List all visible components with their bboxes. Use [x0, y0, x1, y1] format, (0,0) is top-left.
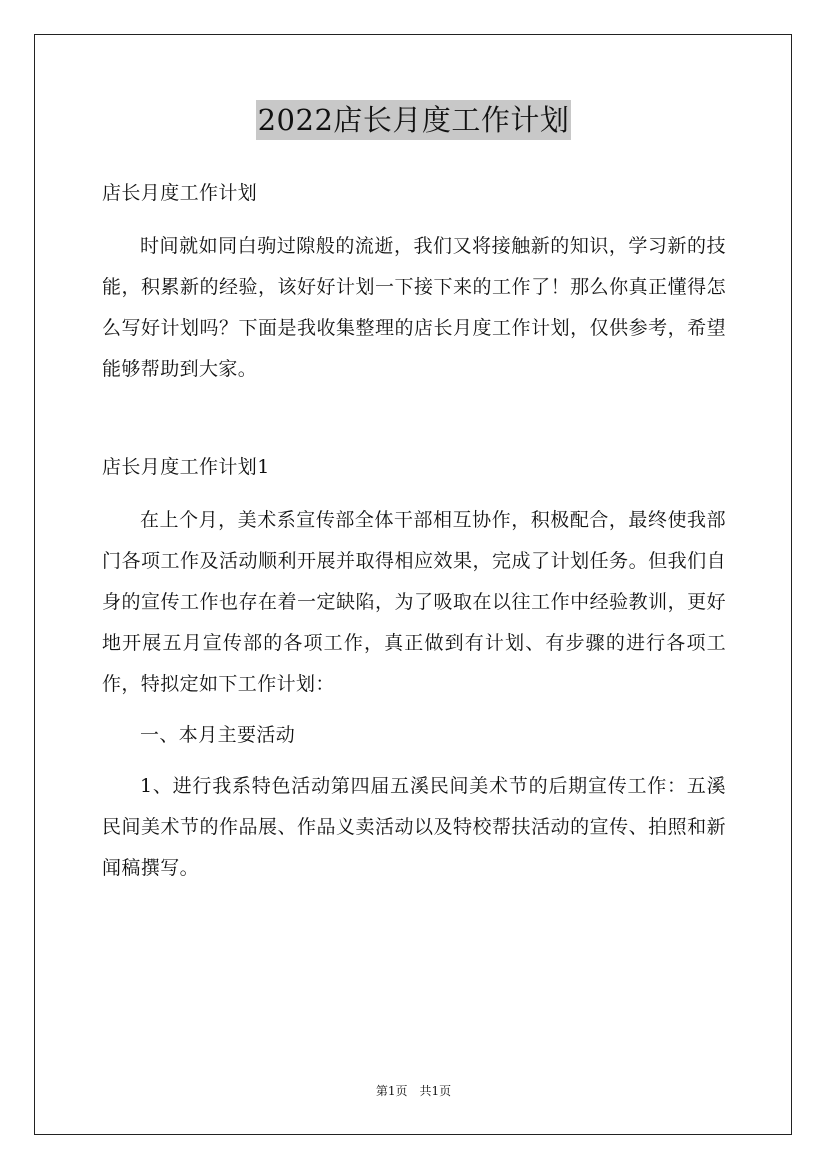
document-body — [102, 173, 726, 889]
title-container — [0, 100, 827, 140]
page-number: 第1页 — [375, 1084, 408, 1098]
section-heading: 店长月度工作计划1 — [102, 456, 270, 478]
spacer — [102, 390, 726, 447]
spacer — [102, 488, 726, 500]
intro-paragraph: 时间就如同白驹过隙般的流逝，我们又将接触新的知识，学习新的技能，积累新的经验，该好好计划一下接下来的工作了！那么你真正懂得怎么写好计划吗？下面是我收集整理的店长月度工作计划，仅供参考，希望能够帮助到大家。 — [102, 235, 726, 380]
page-footer — [0, 1082, 827, 1099]
sub-heading: 一、本月主要活动 — [140, 724, 296, 746]
document-title: 2022店长月度工作计划 — [256, 100, 572, 140]
page-total: 共1页 — [419, 1084, 452, 1098]
list-item: 1、进行我系特色活动第四届五溪民间美术节的后期宣传工作：五溪民间美术节的作品展、作品义卖活动以及特校帮扶活动的宣传、拍照和新闻稿撰写。 — [102, 775, 726, 879]
spacer — [102, 756, 726, 766]
section-paragraph: 在上个月，美术系宣传部全体干部相互协作，积极配合，最终使我部门各项工作及活动顺利开展并取得相应效果，完成了计划任务。但我们自身的宣传工作也存在着一定缺陷，为了吸取在以往工作中经验教训，更好地开展五月宣传部的各项工作，真正做到有计划、有步骤的进行各项工作，特拟定如下工作计划： — [102, 509, 726, 695]
subtitle: 店长月度工作计划 — [102, 182, 258, 204]
spacer — [102, 705, 726, 715]
spacer — [102, 214, 726, 226]
